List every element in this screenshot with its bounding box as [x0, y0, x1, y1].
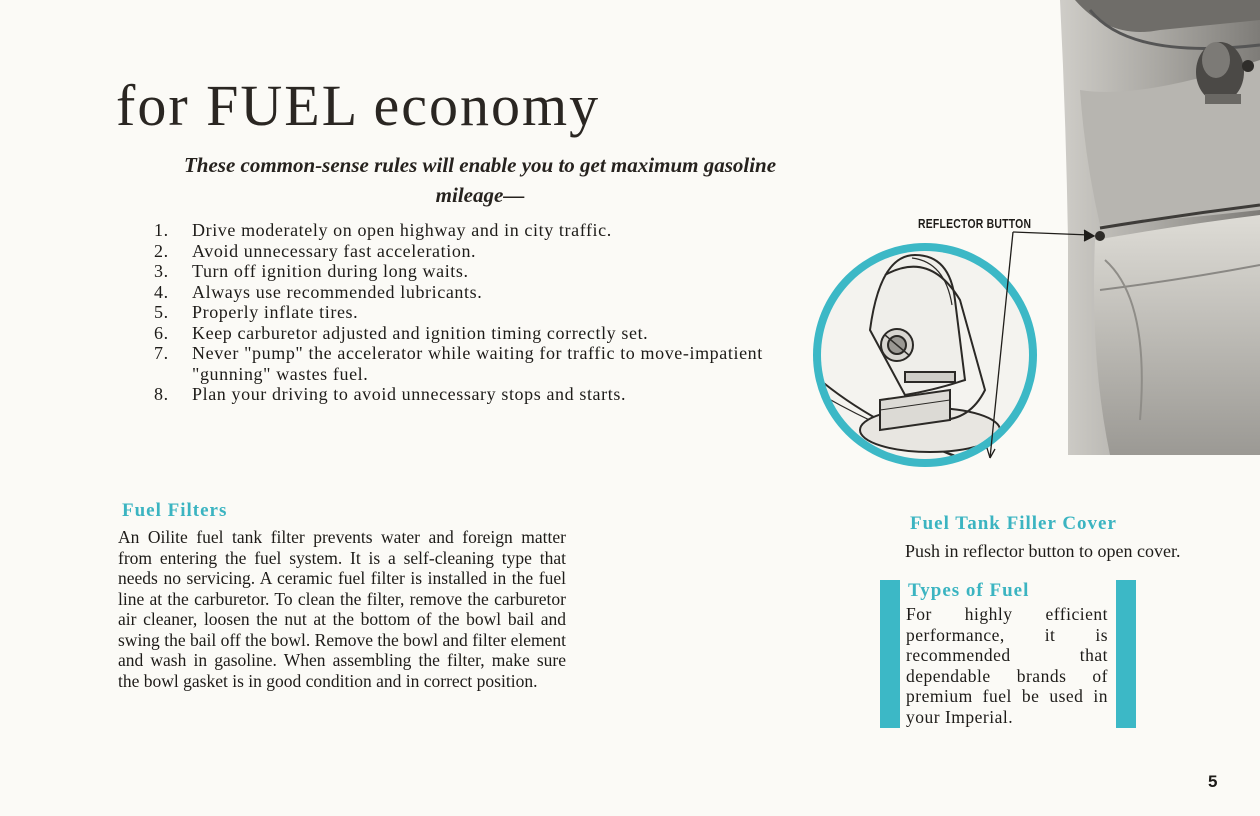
types-of-fuel-heading: Types of Fuel: [908, 580, 1030, 601]
rule-number: 4.: [154, 281, 169, 302]
filler-cover-heading: Fuel Tank Filler Cover: [910, 513, 1117, 534]
rule-number: 8.: [154, 384, 169, 404]
filler-cover-body: Push in reflector button to open cover.: [905, 541, 1181, 561]
rule-number: 3.: [154, 261, 169, 281]
rule-text: Drive moderately on open highway and in city traffic.: [192, 220, 612, 240]
rule-number: 2.: [154, 240, 169, 261]
accent-bar-left: [880, 580, 900, 728]
rule-text: Never "pump" the accelerator while waiting for traffic to move-impatient "gunning" wastes fuel.: [192, 343, 763, 384]
rule-number: 7.: [154, 343, 169, 363]
fuel-filters-heading: Fuel Filters: [122, 500, 228, 521]
rule-text: Properly inflate tires.: [192, 302, 359, 322]
rule-number: 1.: [154, 220, 169, 240]
rule-number: 6.: [154, 322, 169, 343]
car-photo: [1060, 0, 1260, 455]
reflector-button-callout: REFLECTOR BUTTON: [918, 216, 1032, 231]
accent-bar-right: [1116, 580, 1136, 728]
rule-text: Always use recommended lubricants.: [192, 281, 483, 302]
rule-text: Plan your driving to avoid unnecessary stops and starts.: [192, 384, 627, 404]
page-number: 5: [1208, 772, 1218, 791]
rule-number: 5.: [154, 302, 169, 322]
page-title: for FUEL economy: [116, 73, 601, 138]
types-of-fuel-box: [880, 580, 1136, 728]
rule-text: Turn off ignition during long waits.: [192, 261, 469, 281]
rule-text: Avoid unnecessary fast acceleration.: [192, 240, 477, 261]
fuel-filters-body: An Oilite fuel tank filter prevents water and foreign matter from entering the fuel system. It is a self-cleaning type that needs no servicing. A ceramic fuel filter is installed in the fuel line at the carburetor. To clean the filter, remove the carburetor air cleaner, loosen the nut at the bottom of the bowl bail and swing the bail off the bowl. Remove the bowl and filter element and wash in gasoline. When assembling the filter, make sure the bowl gasket is in good condition and in correct position.: [118, 527, 566, 691]
types-of-fuel-body: For highly efficient performance, it is recommended that dependable brands of premium fuel be used in your Imperial.: [906, 604, 1108, 727]
page-subtitle: These common-sense rules will enable you to get maximum gasoline mileage—: [183, 153, 777, 207]
filler-detail-circle: [813, 243, 1037, 470]
rule-text: Keep carburetor adjusted and ignition timing correctly set.: [192, 322, 649, 343]
